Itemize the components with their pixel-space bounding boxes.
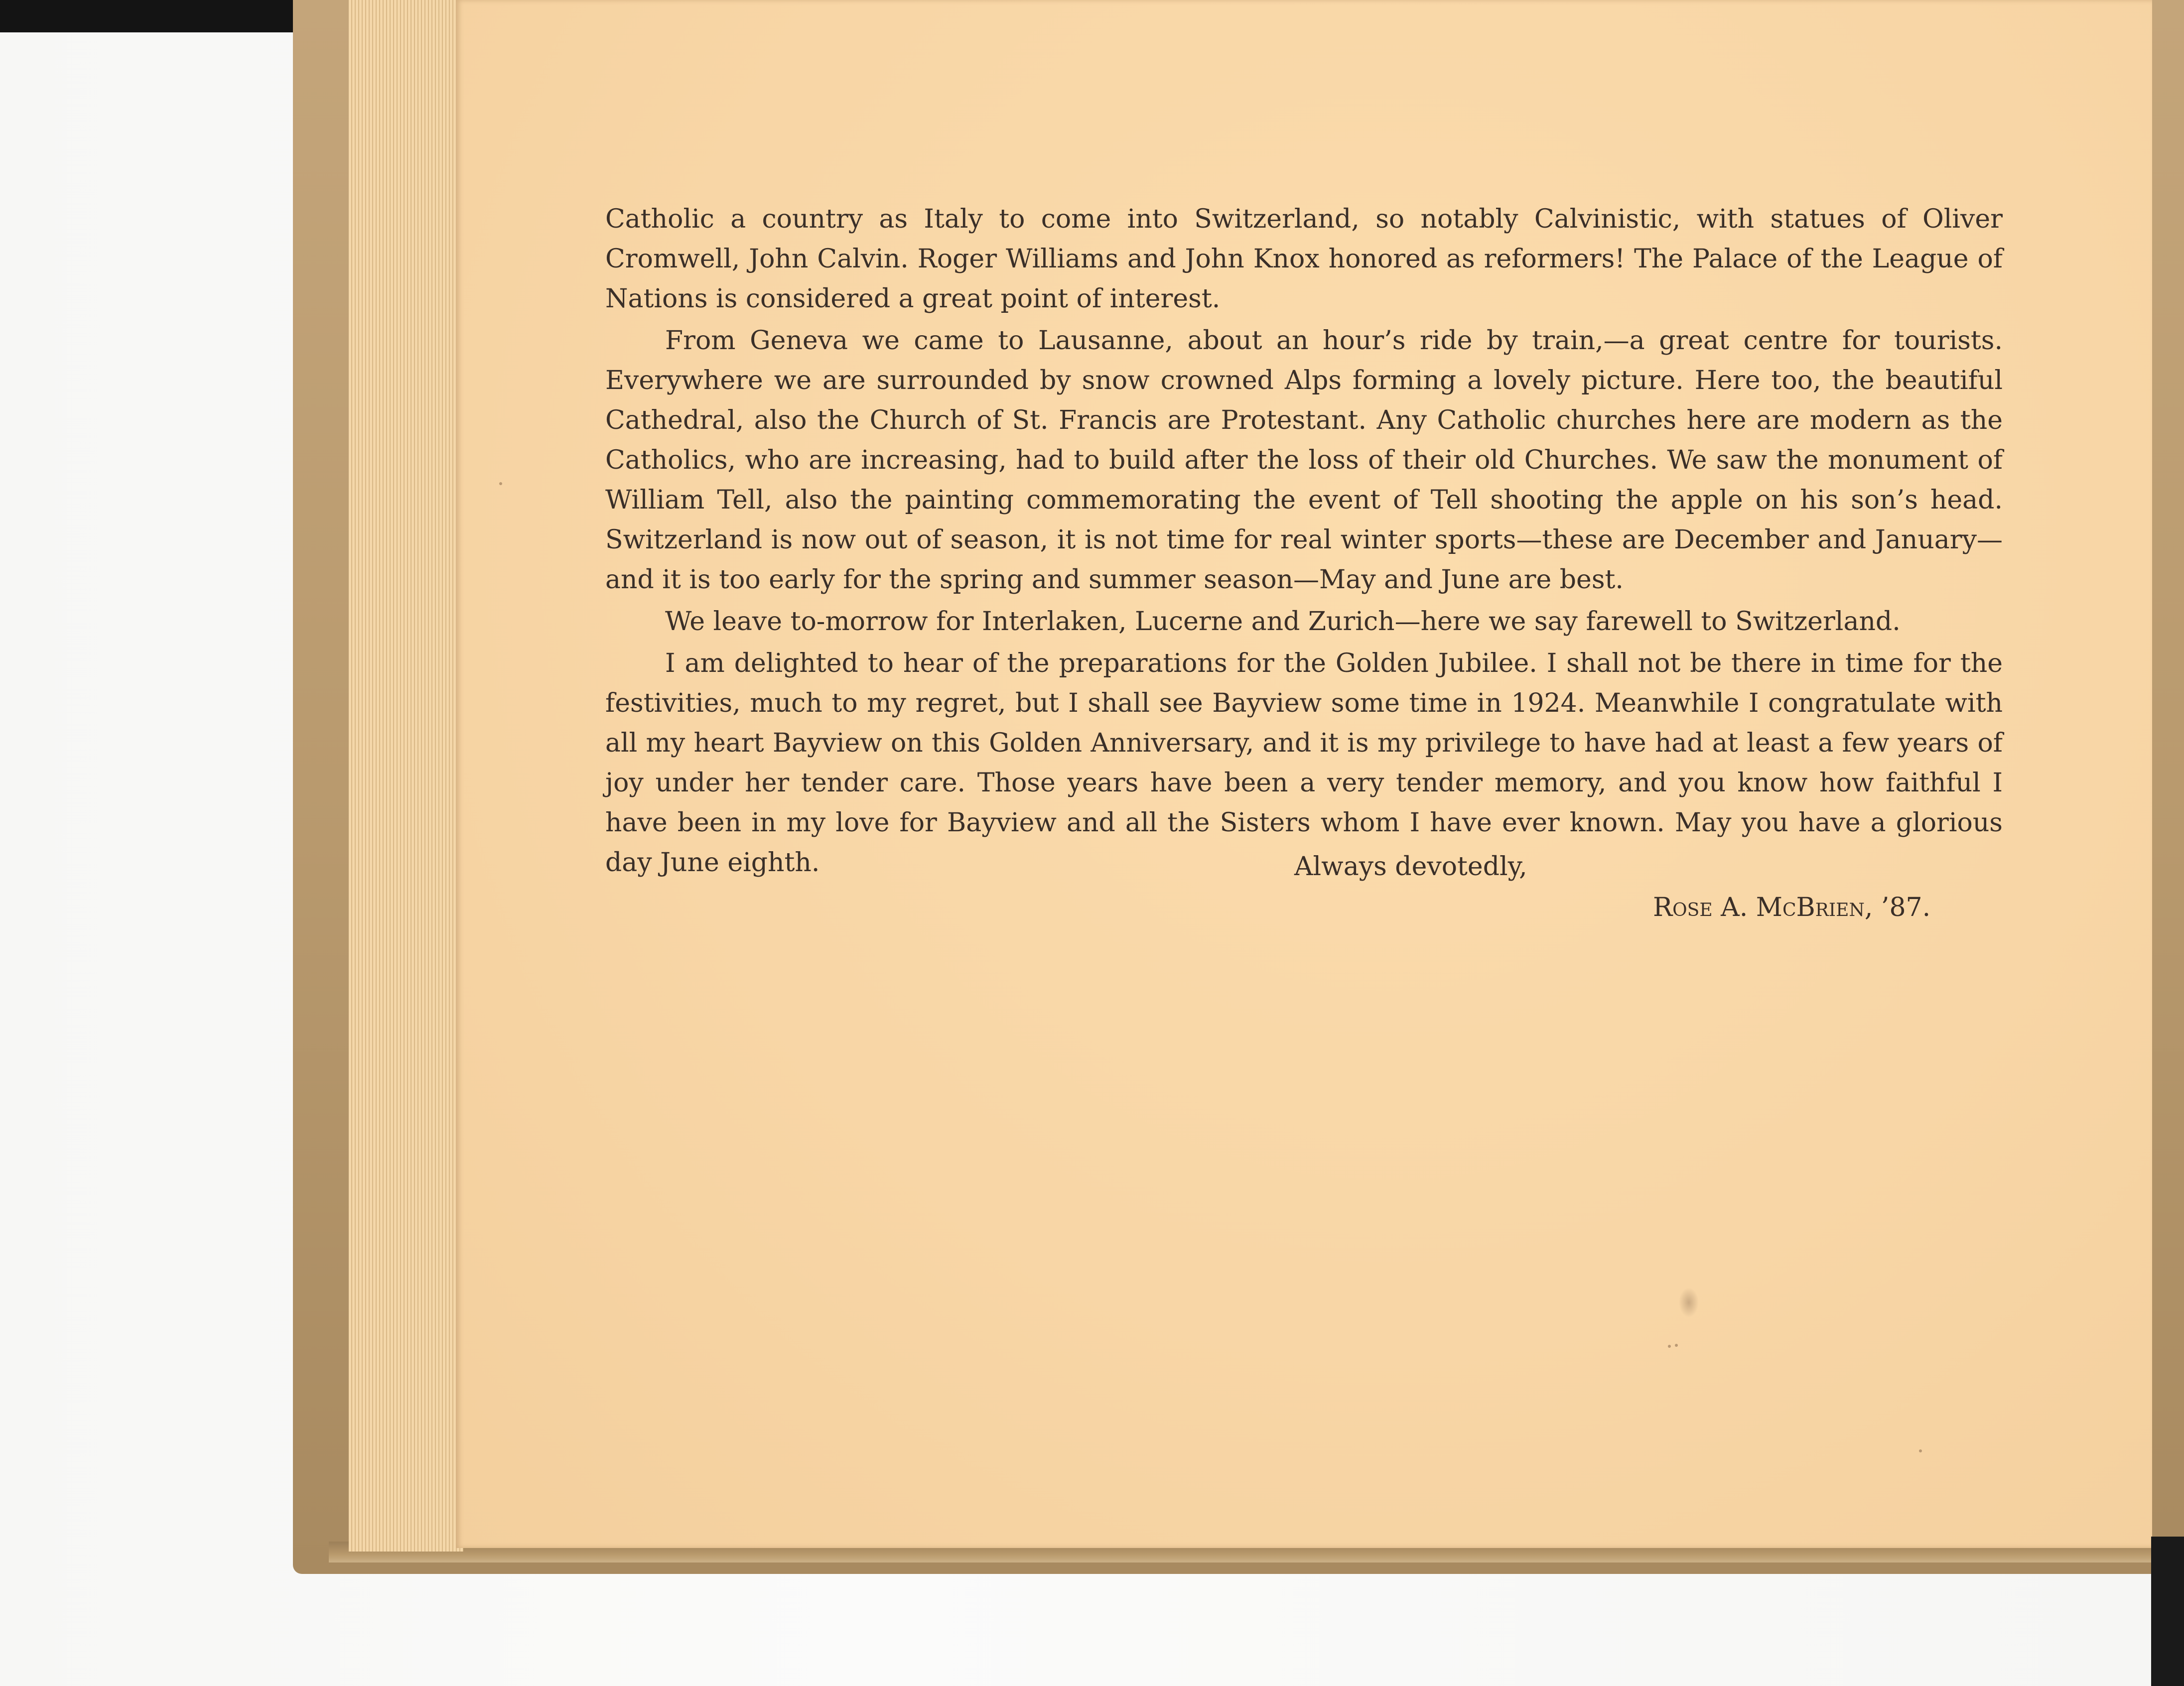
paragraph-2: From Geneva we came to Lausanne, about an hour’s ride by train,—a great centre for tourists. Everywhere we are surrounded by snow crowned Alps forming a lovely picture. Here too, the beautiful Cathedral, also the Church of St. Francis are Protestant. Any Catholic churches here are modern as the Catholics, who are increasing, had to build after the loss of their old Churches. We saw the monument of William Tell, also the painting commemorating the event of Tell shooting the apple on his son’s head. Switzerland is now out of season, it is not time for real winter sports—these are December and January—and it is too early for the spring and summer season—May and June are best. [605,326,2003,595]
page-speck [499,482,502,485]
page-stain [1679,1288,1699,1317]
scanner-shadow-top [0,0,309,32]
page-speck [1675,1344,1678,1347]
page-stack-edges [349,0,463,1552]
page-speck [1919,1449,1922,1452]
letter-closing: Always devotedly, [1294,852,1527,882]
scanner-shadow-right [2151,1537,2184,1686]
page-speck [1668,1345,1671,1348]
paragraph-1: Catholic a country as Italy to come into Switzerland, so notably Calvinistic, with statues of Oliver Cromwell, John Calvin. Roger Williams and John Knox honored as reformers! The Palace of the League of Nations is considered a great point of interest. [605,204,2003,314]
letter-signature: Rose A. McBrien, ’87. [1653,893,1931,922]
letter-body [605,199,2003,885]
paragraph-3: We leave to-morrow for Interlaken, Lucerne and Zurich—here we say farewell to Switzerland. [665,607,1901,637]
paragraph-4: I am delighted to hear of the preparations for the Golden Jubilee. I shall not be there in time for the festivities, much to my regret, but I shall see Bayview some time in 1924. Meanwhile I congratulate with all my heart Bayview on this Golden Anniversary, and it is my privilege to have had at least a few years of joy under her tender care. Those years have been a very tender memory, and you know how faithful I have been in my love for Bayview and all the Sisters whom I have ever known. May you have a glorious day June eighth. [605,648,2003,878]
